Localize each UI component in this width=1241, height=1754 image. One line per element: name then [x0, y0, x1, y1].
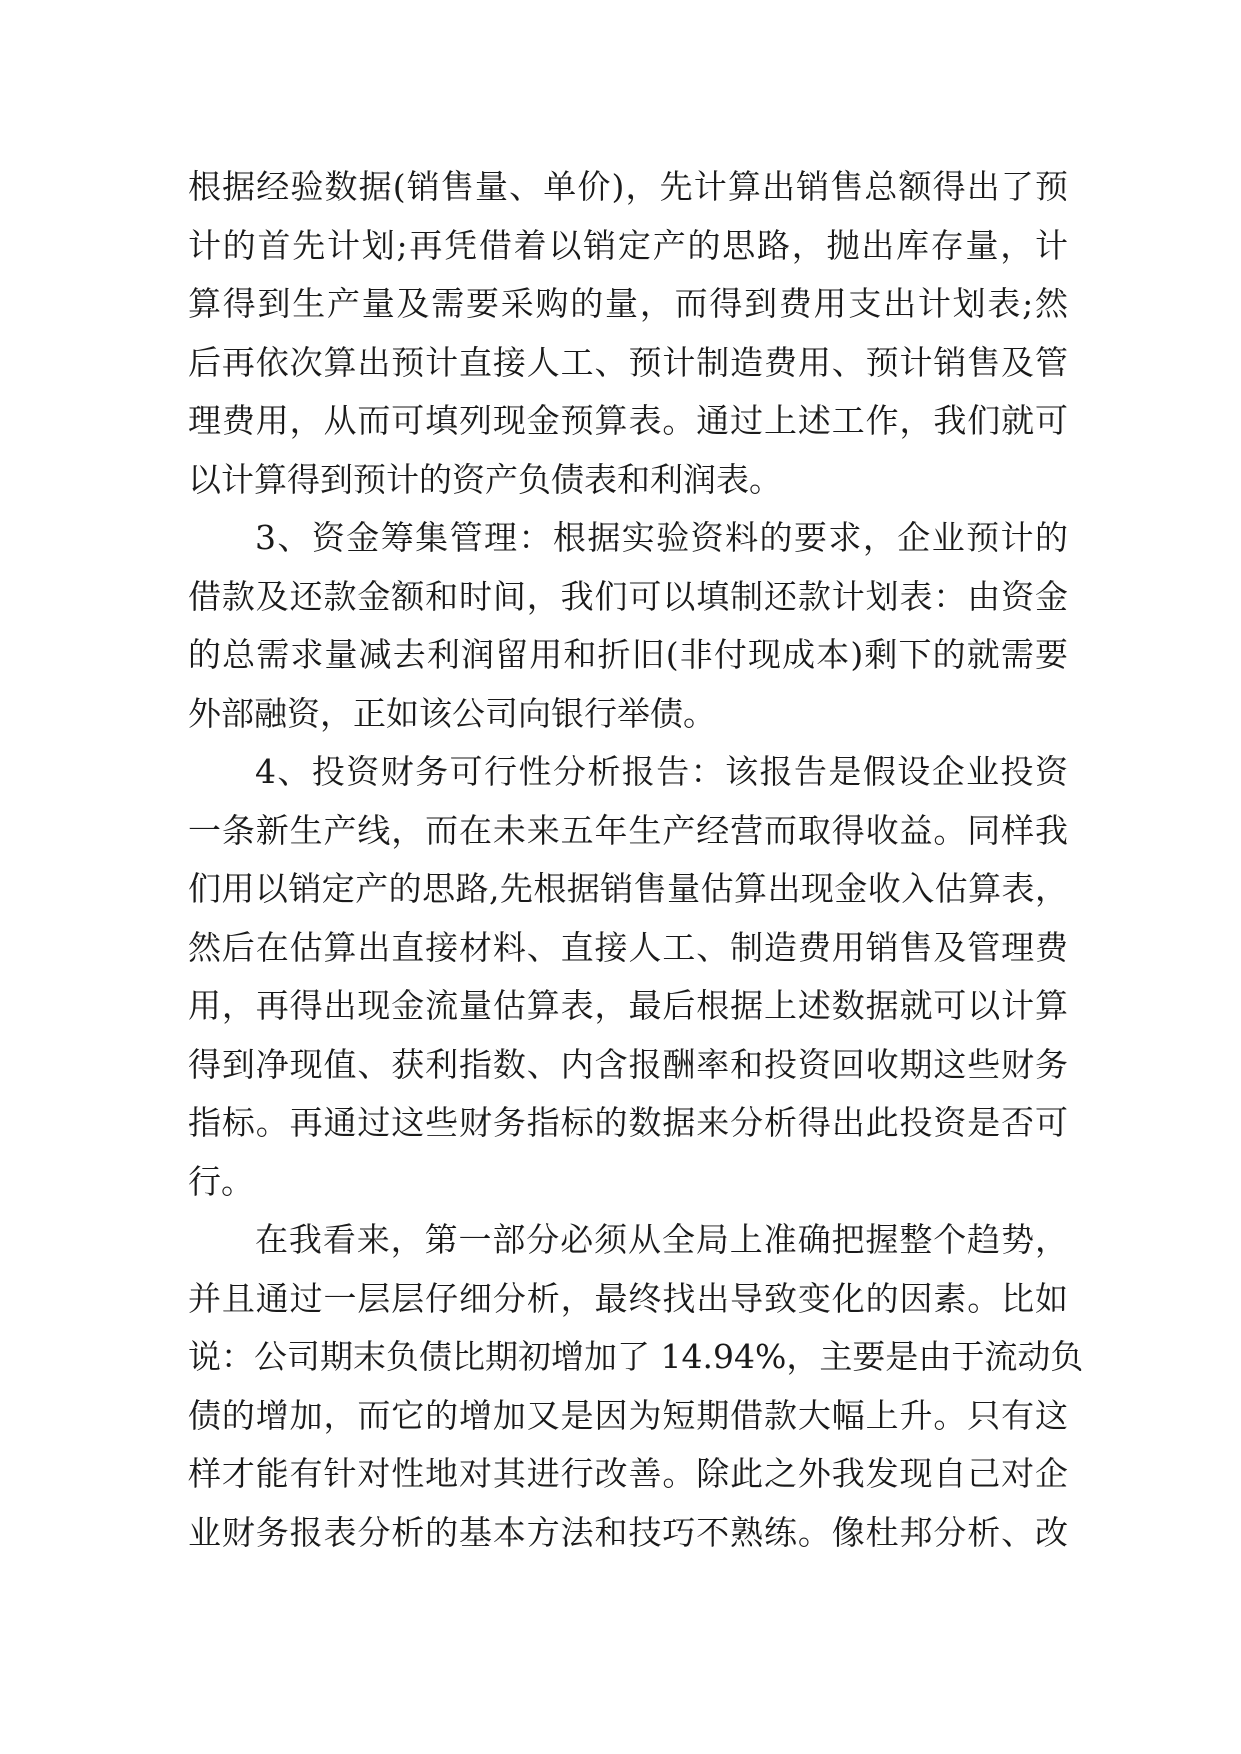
text-line: 们用以销定产的思路,先根据销售量估算出现金收入估算表， — [188, 869, 1068, 908]
text-line: 用，再得出现金流量估算表，最后根据上述数据就可以计算 — [188, 986, 1068, 1025]
text-line: 后再依次算出预计直接人工、预计制造费用、预计销售及管 — [188, 342, 1068, 382]
paragraph-investment-feasibility — [188, 743, 1068, 1211]
text-line: 说：公司期末负债比期初增加了 14.94%，主要是由于流动负 — [188, 1337, 1084, 1376]
text-line: 一条新生产线，而在未来五年生产经营而取得收益。同样我 — [188, 810, 1068, 850]
text-line: 债的增加，而它的增加又是因为短期借款大幅上升。只有这 — [188, 1395, 1068, 1435]
text-line: 得到净现值、获利指数、内含报酬率和投资回收期这些财务 — [188, 1044, 1068, 1084]
text-line: 的总需求量减去利润留用和折旧(非付现成本)剩下的就需要 — [188, 635, 1068, 674]
text-line: 在我看来，第一部分必须从全局上准确把握整个趋势， — [255, 1220, 1068, 1259]
text-line: 算得到生产量及需要采购的量，而得到费用支出计划表;然 — [188, 284, 1068, 323]
text-line: 计的首先计划;再凭借着以销定产的思路，抛出库存量，计 — [188, 225, 1068, 265]
text-line: 4、投资财务可行性分析报告：该报告是假设企业投资 — [255, 752, 1068, 791]
text-line: 3、资金筹集管理：根据实验资料的要求，企业预计的 — [255, 518, 1068, 557]
text-line: 借款及还款金额和时间，我们可以填制还款计划表：由资金 — [188, 576, 1068, 616]
text-line: 指标。再通过这些财务指标的数据来分析得出此投资是否可 — [188, 1103, 1068, 1142]
text-line: 并且通过一层层仔细分析，最终找出导致变化的因素。比如 — [188, 1278, 1068, 1318]
text-line: 样才能有针对性地对其进行改善。除此之外我发现自己对企 — [188, 1454, 1068, 1493]
paragraph-reflection — [188, 1211, 1084, 1562]
text-line: 根据经验数据(销售量、单价)，先计算出销售总额得出了预 — [188, 167, 1068, 206]
text-line: 以计算得到预计的资产负债表和利润表。 — [188, 459, 782, 499]
text-line: 然后在估算出直接材料、直接人工、制造费用销售及管理费 — [188, 927, 1068, 967]
text-line: 理费用，从而可填列现金预算表。通过上述工作，我们就可 — [188, 401, 1068, 440]
text-line: 外部融资，正如该公司向银行举债。 — [188, 693, 716, 733]
paragraph-budget-planning — [188, 158, 1068, 509]
text-line: 业财务报表分析的基本方法和技巧不熟练。像杜邦分析、改 — [188, 1512, 1068, 1552]
text-line: 行。 — [188, 1161, 254, 1201]
document-body — [188, 158, 1084, 1562]
paragraph-fund-raising — [188, 509, 1068, 743]
